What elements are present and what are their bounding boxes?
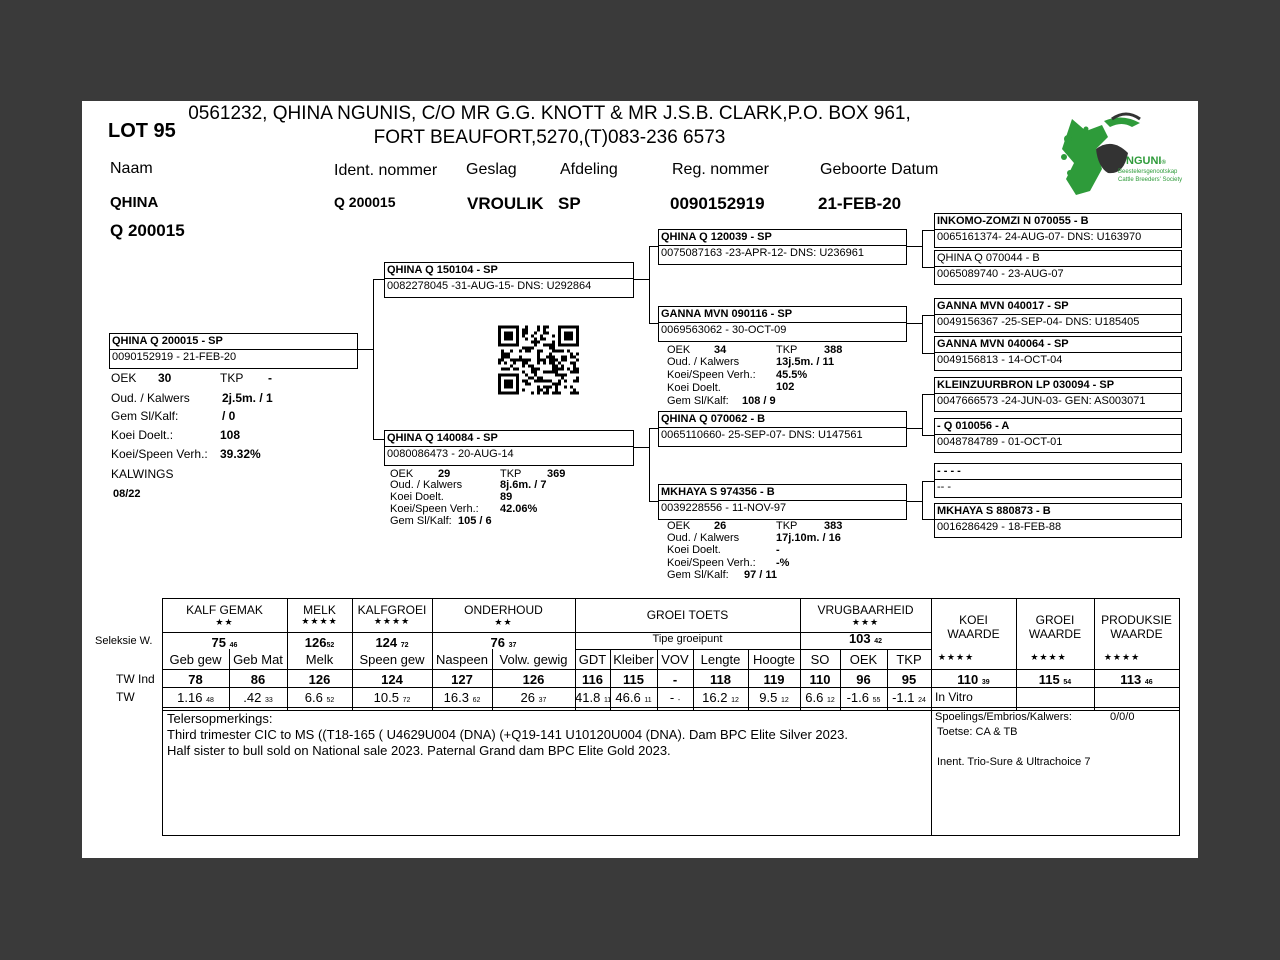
tw-value: 41.8 [575, 690, 601, 705]
subject-sub: 0090152919 - 21-FEB-20 [112, 351, 237, 363]
dam-oud: 8j.6m. / 7 [500, 479, 547, 491]
ssd-sub: 0065089740 - 23-AUG-07 [937, 268, 1064, 280]
twind-cell: 78 [188, 672, 203, 687]
tw-value: 1.16 [177, 690, 203, 705]
dd-gem-label: Gem Sl/Kalf: [667, 569, 729, 581]
dd-tkp-label: TKP [776, 520, 798, 532]
dsd-title: - Q 010056 - A [937, 420, 1010, 432]
dam-oek: 29 [438, 468, 451, 480]
column-header: Melk [305, 652, 334, 667]
dd-title: MKHAYA S 974356 - B [661, 486, 775, 498]
tw-accuracy: 48 [206, 697, 214, 704]
subject-koei-doelt: 108 [220, 428, 241, 442]
twind-cell: - [672, 672, 678, 687]
sd-oud-label: Oud. / Kalwers [667, 356, 740, 368]
twind-cell: 95 [901, 672, 917, 687]
lot-number: LOT 95 [108, 120, 176, 142]
column-header: VOV [661, 652, 689, 667]
group-groei-waarde-1: GROEI [1035, 613, 1075, 627]
column-header: Kleiber [613, 652, 654, 667]
sd-oek: 34 [714, 344, 727, 356]
dd-koei-speen-label: Koei/Speen Verh.: [667, 557, 756, 569]
ddd-box [934, 503, 1182, 538]
qr-code-icon [498, 325, 579, 395]
group-onderhoud: ONDERHOUD [464, 603, 543, 617]
logo-line-2: Cattle Breeders' Society [1118, 177, 1183, 183]
owner-line-1: 0561232, QHINA NGUNIS, C/O MR G.G. KNOTT & MR J.S.B. CLARK,P.O. BOX 961, [188, 103, 911, 124]
sdd-title: GANNA MVN 040064 - SP [937, 338, 1069, 350]
tw-value: 6.6 [304, 690, 323, 705]
column-header: Geb Mat [233, 652, 283, 667]
tw-value: 46.6 [615, 690, 641, 705]
twind-cell: 124 [381, 672, 403, 687]
column-header: SO [810, 652, 830, 667]
subject-oud-label: Oud. / Kalwers [111, 391, 190, 405]
sd-koei-doelt-label: Koei Doelt. [667, 382, 721, 394]
stars-kalf-gemak: ★★ [215, 617, 234, 627]
tw-cell [693, 690, 748, 705]
tw-value: .42 [243, 690, 262, 705]
twind-produksie-waarde: 113 46 [1120, 672, 1153, 687]
nguni-logo-icon [1052, 109, 1192, 204]
subject-koei-doelt-label: Koei Doelt.: [111, 428, 174, 442]
twind-cell: 126 [308, 672, 331, 687]
tw-cell [657, 690, 693, 705]
subject-tkp-label: TKP [220, 371, 244, 385]
dam-tkp-label: TKP [500, 468, 522, 480]
in-vitro-label: In Vitro [935, 690, 973, 704]
twind-cell: 115 [623, 672, 644, 687]
tw-value: 16.2 [702, 690, 728, 705]
group-koei-waarde-1: KOEI [959, 613, 988, 627]
remarks-line-2: Half sister to bull sold on National sale 2023. Paternal Grand dam BPC Elite Gold 2023. [167, 743, 671, 758]
subject-oek: 30 [158, 371, 172, 385]
group-kalf-gemak: KALF GEMAK [186, 603, 263, 617]
toetse-value: Toetse: CA & TB [937, 726, 1018, 738]
tw-accuracy: 33 [264, 697, 273, 704]
tw-accuracy: 11 [603, 697, 612, 704]
tw-accuracy: 12 [731, 697, 739, 704]
dam-oud-label: Oud. / Kalwers [390, 479, 463, 491]
subject-gem-label: Gem Sl/Kalf: [111, 409, 179, 423]
tw-cell [229, 690, 287, 705]
twind-cell: 110 [809, 672, 831, 687]
subject-gem: / 0 [222, 409, 236, 423]
tw-accuracy: 12 [826, 697, 835, 704]
seleksie-vrugbaarheid: 103 42 [848, 631, 883, 646]
animal-name: QHINA [110, 194, 159, 211]
remarks-line-1: Third trimester CIC to MS ((T18-165 ( U4629U004 (DNA) (+Q19-141 U10120U004 (DNA). Dam BPC Elite Silver 2023. [167, 727, 848, 742]
sd-tkp-label: TKP [776, 344, 798, 356]
sd-tkp: 388 [824, 344, 843, 356]
tw-value: 9.5 [759, 690, 778, 705]
animal-reg: 0090152919 [670, 194, 765, 213]
dd-koei-doelt: - [776, 544, 780, 556]
ss-sub: 0075087163 -23-APR-12- DNS: U236961 [661, 247, 865, 259]
tw-value: 6.6 [805, 690, 824, 705]
dd-oek-label: OEK [667, 520, 691, 532]
group-groei-toets: GROEI TOETS [646, 608, 729, 622]
stars-vrugbaarheid: ★★★ [851, 617, 880, 627]
dam-koei-doelt-label: Koei Doelt. [390, 491, 444, 503]
subject-kalwings-label: KALWINGS [111, 467, 174, 481]
subject-koei-speen-label: Koei/Speen Verh.: [111, 447, 208, 461]
tw-accuracy: 62 [472, 697, 481, 704]
tw-value: -1.6 [846, 690, 869, 705]
dss-box [934, 377, 1182, 412]
dds-sub: -- - [937, 481, 952, 493]
dss-title: KLEINZUURBRON LP 030094 - SP [937, 379, 1115, 391]
column-header: Hoogte [753, 652, 795, 667]
subject-koei-speen: 39.32% [220, 447, 261, 461]
dsd-sub: 0048784789 - 01-OCT-01 [937, 436, 1063, 448]
sd-oek-label: OEK [667, 344, 691, 356]
row-label-tw: TW [116, 690, 135, 704]
sss-sub: 0065161374- 24-AUG-07- DNS: U163970 [937, 231, 1142, 243]
nguni-logo [1052, 109, 1192, 204]
subject-title: QHINA Q 200015 - SP [112, 335, 223, 347]
subject-tkp: - [268, 371, 272, 385]
group-vrugbaarheid: VRUGBAARHEID [817, 603, 914, 617]
owner-line-2: FORT BEAUFORT,5270,(T)083-236 6573 [373, 127, 726, 148]
dam-title: QHINA Q 140084 - SP [387, 432, 498, 444]
tw-cell [287, 690, 352, 705]
tw-value: - [669, 690, 675, 705]
group-kalfgroei: KALFGROEI [357, 603, 427, 617]
tw-accuracy: 12 [780, 697, 789, 704]
group-melk: MELK [303, 603, 336, 617]
remarks-title: Telersopmerkings: [167, 711, 273, 726]
label-ident: Ident. nommer [334, 162, 438, 179]
label-geslag: Geslag [466, 161, 517, 178]
ds-sub: 0065110660- 25-SEP-07- DNS: U147561 [661, 429, 863, 441]
tw-value: 16.3 [443, 690, 469, 705]
tw-value: 26 [520, 690, 536, 705]
dam-gem: 105 / 6 [458, 515, 492, 527]
tw-cell [162, 690, 229, 705]
dds-box [934, 463, 1182, 498]
twind-cell: 118 [710, 672, 731, 687]
row-label-seleksie: Seleksie W. [95, 635, 153, 647]
tw-accuracy: 11 [644, 697, 652, 704]
ddd-sub: 0016286429 - 18-FEB-88 [937, 521, 1062, 533]
logo-tm: ® [1161, 160, 1166, 166]
animal-geslag: VROULIK [467, 194, 544, 213]
seleksie-melk: 12652 [304, 635, 335, 650]
ds-title: QHINA Q 070062 - B [661, 413, 766, 425]
stars-produksie-waarde: ★★★★ [1103, 652, 1141, 662]
dam-koei-speen-label: Koei/Speen Verh.: [390, 503, 479, 515]
sire-sub: 0082278045 -31-AUG-15- DNS: U292864 [387, 280, 592, 292]
tw-cell [610, 690, 657, 705]
label-reg: Reg. nommer [672, 161, 769, 178]
sd-koei-speen-label: Koei/Speen Verh.: [667, 369, 756, 381]
group-koei-waarde-2: WAARDE [947, 627, 1000, 641]
column-header: Speen gew [359, 652, 425, 667]
dd-oek: 26 [714, 520, 727, 532]
column-header: Geb gew [169, 652, 222, 667]
sss-box [934, 213, 1182, 248]
dd-tkp: 383 [824, 520, 843, 532]
ssd-box [934, 250, 1182, 285]
twind-koei-waarde: 110 39 [957, 672, 990, 687]
ssd-title: QHINA Q 070044 - B [937, 252, 1040, 264]
tw-accuracy: 55 [872, 697, 881, 704]
dam-oek-label: OEK [390, 468, 414, 480]
logo-line-1: Beestelersgenootskap [1118, 169, 1178, 175]
dam-box [384, 430, 634, 466]
tw-value: -1.1 [892, 690, 915, 705]
animal-afdeling: SP [558, 194, 581, 213]
dam-koei-speen: 42.06% [500, 503, 538, 515]
subject-oud: 2j.5m. / 1 [222, 391, 273, 405]
subject-kalwings: 08/22 [113, 488, 141, 500]
sd-gem: 108 / 9 [742, 395, 776, 407]
tw-cell [492, 690, 575, 705]
twind-cell: 86 [250, 672, 266, 687]
subject-box [109, 333, 358, 369]
stars-groei-waarde: ★★★★ [1030, 652, 1067, 662]
ss-box [658, 229, 907, 265]
tw-accuracy: - [677, 697, 681, 704]
dds-title: - - - - [937, 465, 961, 477]
dss-sub: 0047666573 -24-JUN-03- GEN: AS003071 [937, 395, 1146, 407]
label-afdeling: Afdeling [560, 161, 618, 178]
sd-title: GANNA MVN 090116 - SP [661, 308, 793, 320]
tw-accuracy: 52 [326, 697, 335, 704]
dd-box [658, 484, 907, 520]
tw-cell [887, 690, 931, 705]
twind-groei-waarde: 115 54 [1038, 672, 1072, 687]
spoelings-value: 0/0/0 [1110, 711, 1135, 723]
column-header: Naspeen [435, 652, 489, 667]
twind-cell: 96 [856, 672, 871, 687]
inent-value: Inent. Trio-Sure & Ultrachoice 7 [937, 756, 1091, 768]
sire-box [384, 262, 634, 298]
sire-title: QHINA Q 150104 - SP [387, 264, 498, 276]
subject-oek-label: OEK [111, 371, 137, 385]
tw-accuracy: 37 [538, 697, 547, 704]
twind-cell: 127 [451, 672, 473, 687]
seleksie-kalfgroei: 124 72 [375, 635, 409, 650]
tw-cell [352, 690, 432, 705]
animal-ident: Q 200015 [334, 194, 396, 210]
sdd-sub: 0049156813 - 14-OCT-04 [937, 354, 1063, 366]
dam-gem-label: Gem Sl/Kalf: [390, 515, 452, 527]
animal-full-id: Q 200015 [110, 221, 185, 240]
tw-value: 10.5 [373, 690, 399, 705]
twind-cell: 119 [763, 672, 785, 687]
sdd-box [934, 336, 1182, 371]
sd-sub: 0069563062 - 30-OCT-09 [661, 324, 787, 336]
twind-cell: 116 [582, 672, 603, 687]
sd-box [658, 306, 907, 342]
dd-koei-doelt-label: Koei Doelt. [667, 544, 721, 556]
tw-cell [432, 690, 492, 705]
sd-oud: 13j.5m. / 11 [776, 356, 835, 368]
column-header: OEK [849, 652, 878, 667]
group-groei-waarde-2: WAARDE [1028, 627, 1082, 641]
group-produksie-waarde-2: WAARDE [1110, 627, 1163, 641]
sd-gem-label: Gem Sl/Kalf: [667, 395, 729, 407]
seleksie-onderhoud: 76 37 [490, 635, 517, 650]
tw-cell [748, 690, 800, 705]
dd-oud-label: Oud. / Kalwers [667, 532, 740, 544]
sds-box [934, 298, 1182, 333]
twind-cell: 126 [522, 672, 545, 687]
stars-koei-waarde: ★★★★ [937, 652, 975, 662]
dam-koei-doelt: 89 [500, 491, 513, 503]
dam-tkp: 369 [547, 468, 566, 480]
stars-onderhoud: ★★ [494, 617, 513, 627]
tipe-groeipunt-label: Tipe groeipunt [652, 633, 723, 645]
dd-gem: 97 / 11 [744, 569, 778, 581]
ddd-title: MKHAYA S 880873 - B [937, 505, 1051, 517]
dsd-box [934, 418, 1182, 453]
spoelings-label: Spoelings/Embrios/Kalwers: [935, 711, 1072, 723]
sd-koei-speen: 45.5% [776, 369, 808, 381]
column-header: TKP [896, 652, 922, 667]
label-geboorte: Geboorte Datum [820, 161, 939, 178]
sds-title: GANNA MVN 040017 - SP [937, 300, 1069, 312]
dd-oud: 17j.10m. / 16 [776, 532, 841, 544]
dam-sub: 0080086473 - 20-AUG-14 [387, 448, 514, 460]
lot-card [82, 101, 1198, 858]
sds-sub: 0049156367 -25-SEP-04- DNS: U185405 [937, 316, 1140, 328]
ds-box [658, 411, 907, 447]
group-produksie-waarde-1: PRODUKSIE [1101, 613, 1172, 627]
column-header: Lengte [700, 652, 741, 667]
row-label-twind: TW Ind [116, 672, 155, 686]
seleksie-kalf-gemak: 75 46 [211, 635, 238, 650]
stars-melk: ★★★★ [301, 616, 338, 626]
sss-title: INKOMO-ZOMZI N 070055 - B [937, 215, 1089, 227]
animal-dob: 21-FEB-20 [818, 194, 902, 213]
tw-cell [840, 690, 887, 705]
stars-kalfgroei: ★★★★ [373, 616, 411, 626]
column-header: Volw. gewig [499, 652, 568, 667]
label-naam: Naam [110, 160, 153, 177]
dd-sub: 0039228556 - 11-NOV-97 [661, 502, 787, 514]
tw-cell [800, 690, 840, 705]
logo-brand: NGUNI [1126, 155, 1162, 167]
dd-koei-speen: -% [776, 557, 790, 569]
tw-accuracy: 72 [402, 697, 411, 704]
column-header: GDT [578, 652, 607, 667]
tw-accuracy: 24 [918, 697, 926, 704]
sd-koei-doelt: 102 [776, 381, 795, 393]
tw-cell [575, 690, 610, 705]
ss-title: QHINA Q 120039 - SP [661, 231, 772, 243]
